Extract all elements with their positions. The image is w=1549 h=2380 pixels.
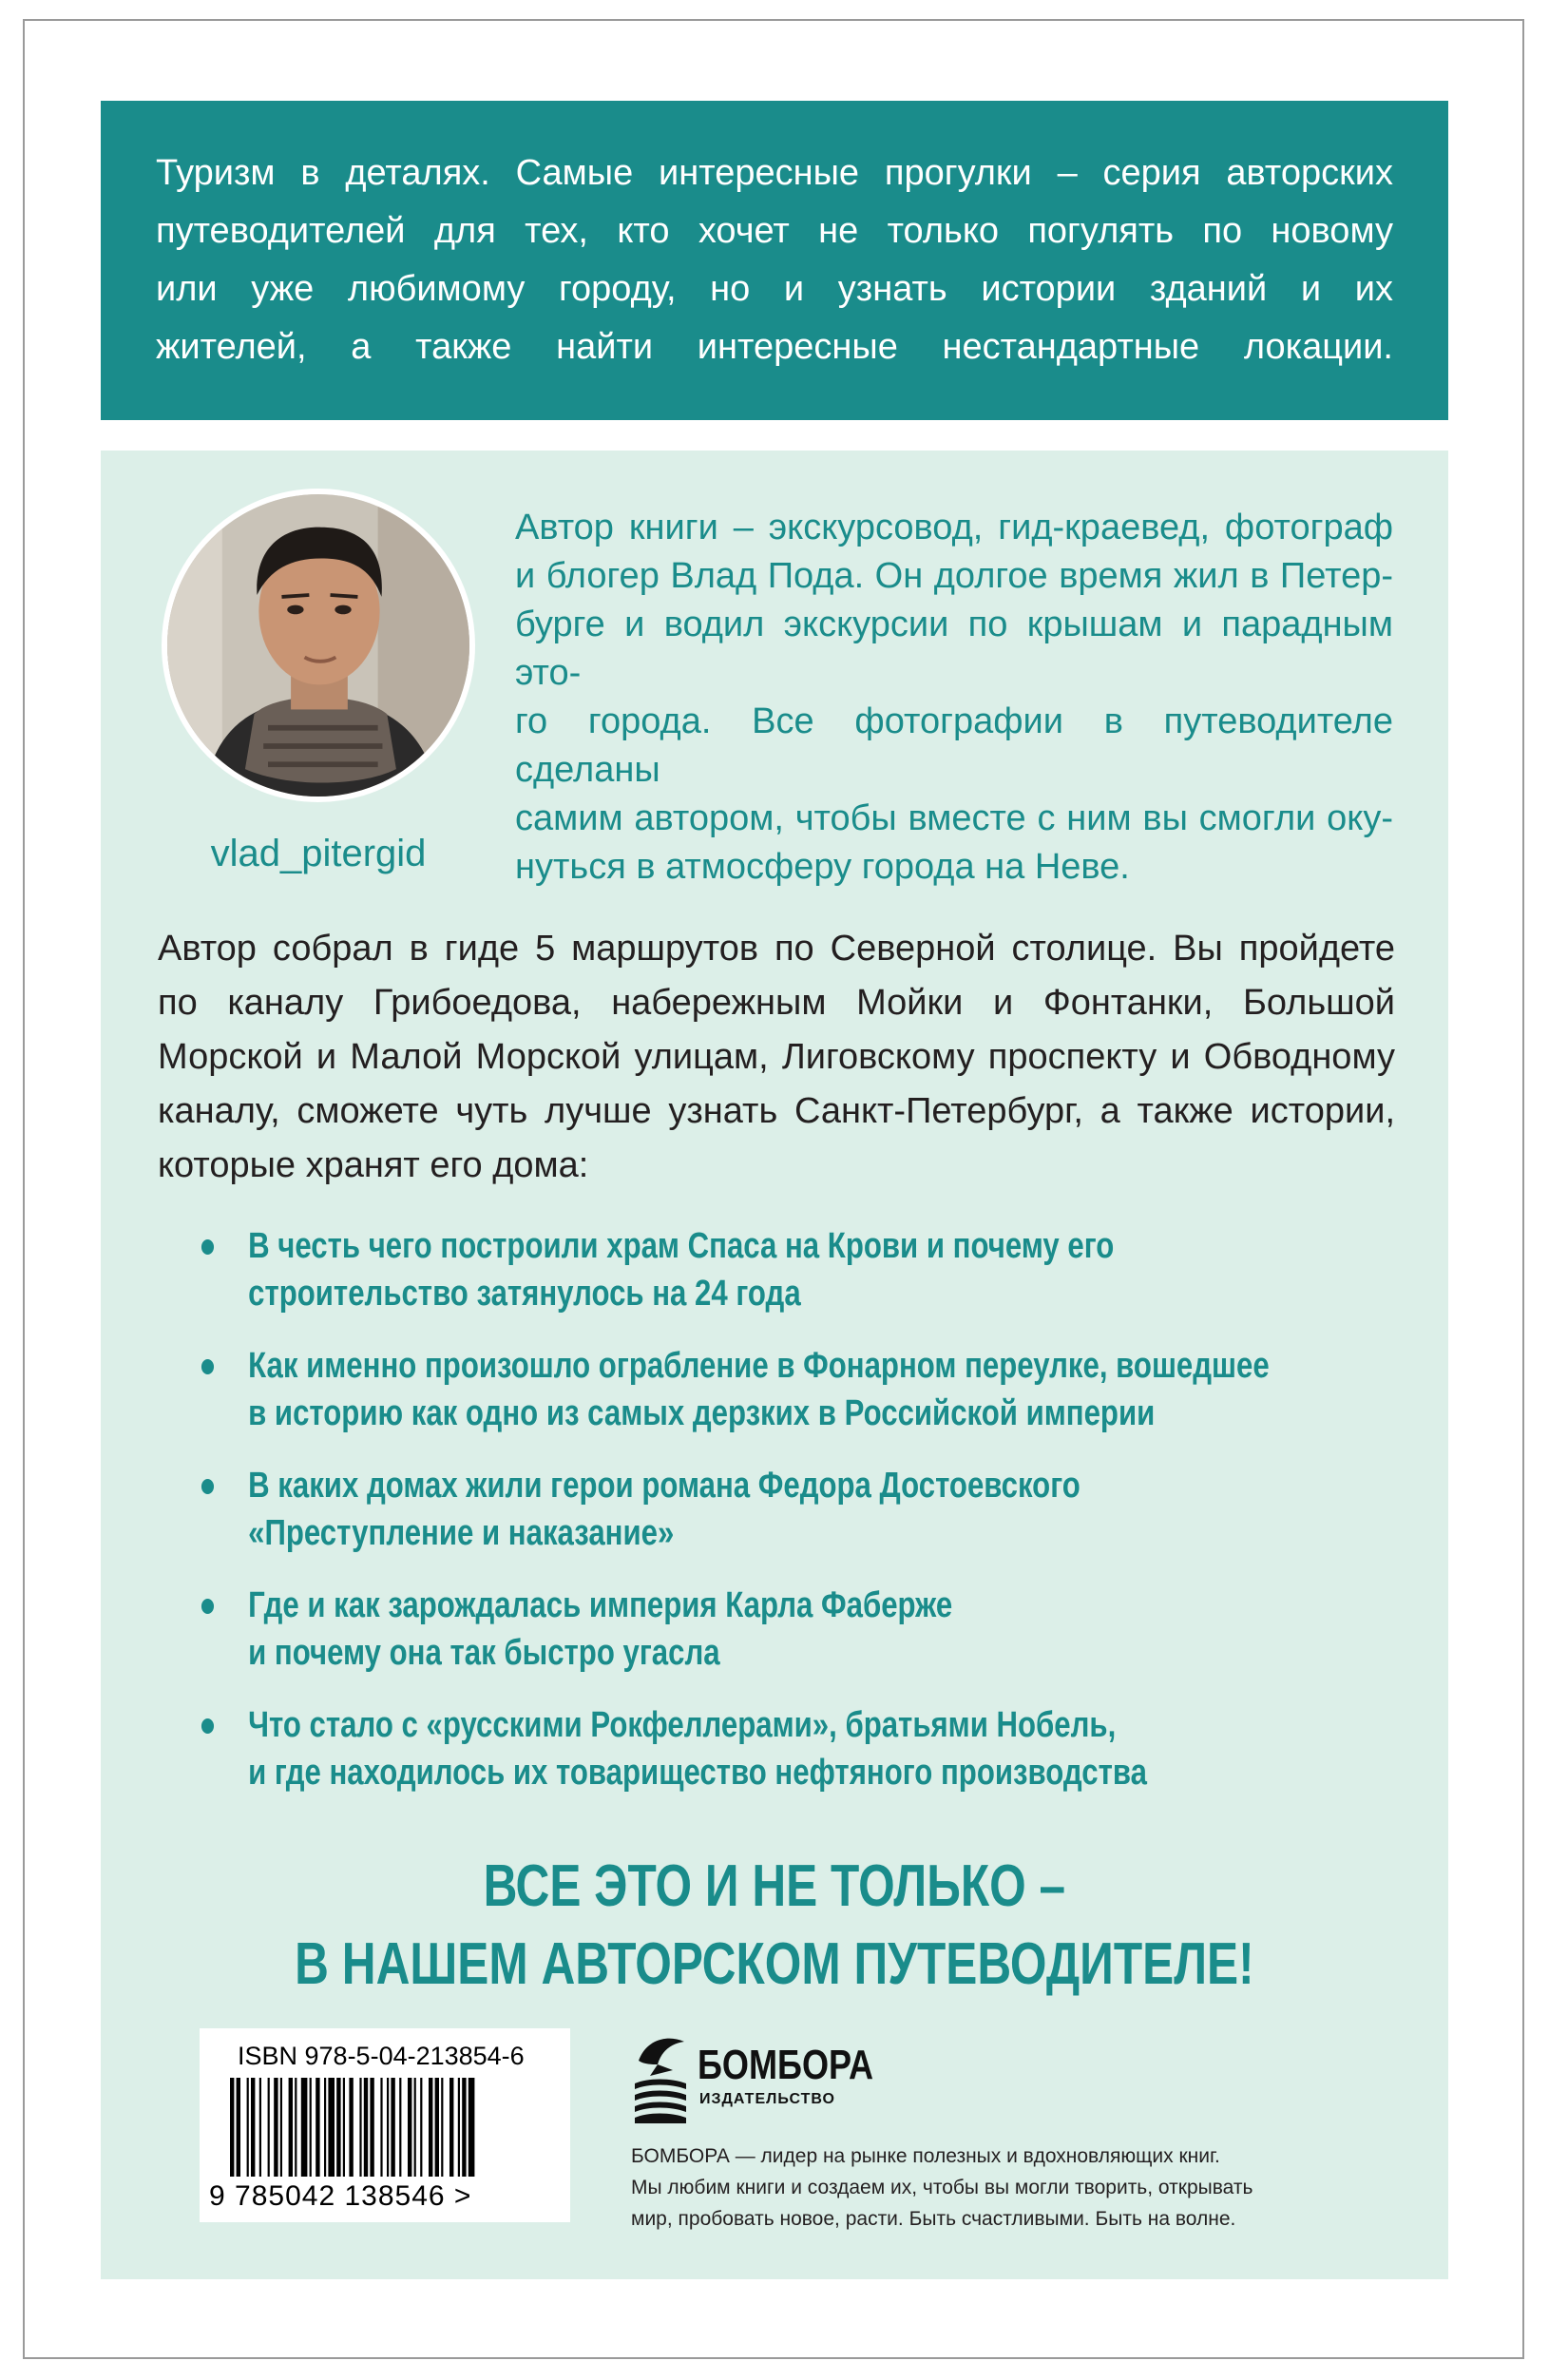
wave-rider-logo-icon	[629, 2032, 692, 2123]
barcode-digits: 9 785042 138546 >	[209, 2180, 472, 2212]
routes-line: которые хранят его дома:	[158, 1145, 589, 1185]
highlight-text: строительство затянулось на 24 года	[248, 1274, 801, 1314]
banner-line: Туризм в деталях. Самые интересные прогулки – серия авторских	[156, 153, 1393, 193]
publisher-line: БОМБОРА — лидер на рынке полезных и вдохновляющих книг.	[631, 2145, 1220, 2167]
author-handle: vlad_pitergid	[210, 833, 427, 874]
highlight-item	[158, 1342, 1417, 1437]
routes-line: Морской и Малой Морской улицам, Лиговскому проспекту и Обводному	[158, 1037, 1395, 1077]
barcode-box	[200, 2028, 570, 2222]
highlights-list	[158, 1222, 1395, 1821]
routes-line: Автор собрал в гиде 5 маршрутов по Северной столице. Вы пройдете	[158, 929, 1395, 969]
highlight-item	[158, 1701, 1417, 1796]
routes-line: каналу, сможете чуть лучше узнать Санкт-Петербург, а также истории,	[158, 1091, 1395, 1131]
publisher-logo	[629, 2032, 914, 2127]
publisher-line: Мы любим книги и создаем их, чтобы вы могли творить, открывать	[631, 2177, 1253, 2198]
bullet-dot-icon	[201, 1479, 214, 1494]
highlight-text: в историю как одно из самых дерзких в Российской империи	[248, 1393, 1156, 1433]
main-panel	[101, 451, 1448, 2279]
highlight-text: Что стало с «русскими Рокфеллерами», братьями Нобель,	[248, 1705, 1117, 1745]
highlight-item	[158, 1462, 1417, 1557]
publisher-line: мир, пробовать новое, расти. Быть счастливыми. Быть на волне.	[631, 2208, 1236, 2230]
bio-line: го города. Все фотографии в путеводителе сделаны	[515, 701, 1393, 790]
headline-line: В НАШЕМ АВТОРСКОМ ПУТЕВОДИТЕЛЕ!	[295, 1931, 1254, 1997]
highlight-text: и почему она так быстро угасла	[248, 1633, 720, 1673]
bullet-dot-icon	[201, 1718, 214, 1734]
highlight-text: и где находилось их товарищество нефтяного производства	[248, 1753, 1147, 1793]
highlight-text: Где и как зарождалась империя Карла Фаберже	[248, 1585, 953, 1625]
barcode-image	[230, 2078, 544, 2177]
highlight-text: «Преступление и наказание»	[248, 1513, 675, 1553]
isbn-label: ISBN 978-5-04-213854-6	[238, 2042, 525, 2070]
highlight-text: В каких домах жили герои романа Федора Достоевского	[248, 1466, 1080, 1506]
bio-line: Автор книги – экскурсовод, гид-краевед, фотограф	[515, 508, 1393, 547]
headline-line: ВСЕ ЭТО И НЕ ТОЛЬКО –	[483, 1853, 1066, 1919]
routes-line: по каналу Грибоедова, набережным Мойки и Фонтанки, Большой	[158, 983, 1395, 1023]
highlight-text: В честь чего построили храм Спаса на Крови и почему его	[248, 1226, 1115, 1266]
bullet-dot-icon	[201, 1239, 214, 1255]
author-bio	[515, 504, 1393, 892]
routes-description	[158, 922, 1395, 1193]
bullet-dot-icon	[201, 1599, 214, 1614]
author-portrait-image	[167, 494, 469, 797]
bullet-dot-icon	[201, 1359, 214, 1374]
publisher-description	[631, 2140, 1420, 2235]
bio-line: нуться в атмосферу города на Неве.	[515, 847, 1130, 887]
series-banner	[101, 101, 1448, 420]
author-photo	[162, 489, 475, 802]
bio-line: бурге и водил экскурсии по крышам и парадным это-	[515, 605, 1393, 693]
highlight-text: Как именно произошло ограбление в Фонарном переулке, вошедшее	[248, 1346, 1270, 1386]
banner-line: или уже любимому городу, но и узнать истории зданий и их	[156, 269, 1393, 309]
highlight-item	[158, 1222, 1417, 1317]
publisher-name: БОМБОРА	[698, 2042, 873, 2088]
series-description	[156, 144, 1393, 376]
closing-headline	[101, 1848, 1448, 2004]
banner-line: жителей, а также найти интересные нестандартные локации.	[156, 327, 1393, 367]
banner-line: путеводителей для тех, кто хочет не только погулять по новому	[156, 211, 1393, 251]
bio-line: и блогер Влад Пода. Он долгое время жил в Петер-	[515, 556, 1393, 596]
publisher-subtitle: ИЗДАТЕЛЬСТВО	[699, 2091, 835, 2107]
bio-line: самим автором, чтобы вместе с ним вы смогли оку-	[515, 798, 1393, 838]
highlight-item	[158, 1582, 1417, 1677]
